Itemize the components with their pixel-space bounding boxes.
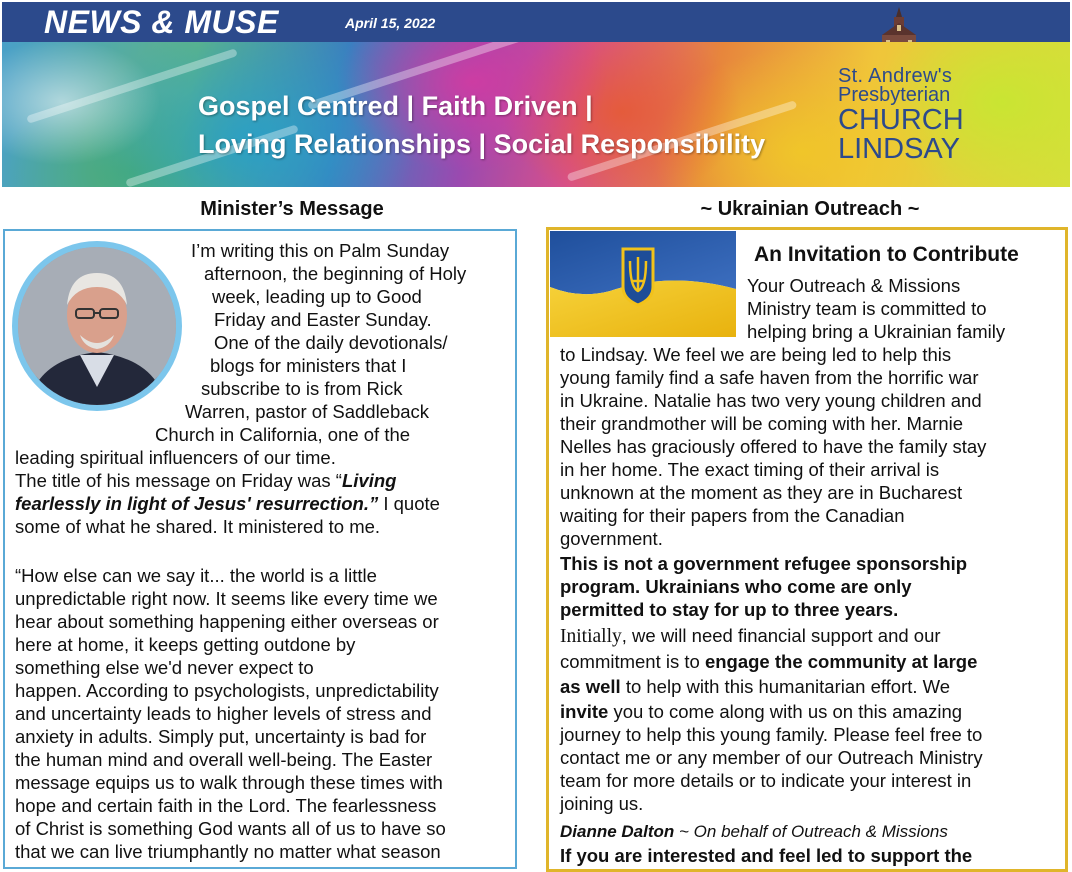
bold-notice-line: program. Ukrainians who come are only bbox=[560, 576, 912, 597]
title-suffix: I quote bbox=[378, 493, 440, 514]
quote-line: anxiety in adults. Simply put, uncertainty is bad for bbox=[15, 726, 427, 747]
body-line: unknown at the moment as they are in Bucharest bbox=[560, 482, 963, 503]
bold-notice-line: This is not a government refugee sponsorship bbox=[560, 553, 968, 574]
body-line: Nelles has graciously offered to have the family stay bbox=[560, 436, 987, 457]
wrap-line: One of the daily devotionals/ bbox=[214, 332, 448, 353]
invitation-title: An Invitation to Contribute bbox=[754, 243, 1019, 266]
closing-line: contact me or any member of our Outreach Ministry bbox=[560, 747, 983, 768]
commitment-line bbox=[560, 651, 977, 674]
wrap-line: Friday and Easter Sunday. bbox=[214, 309, 432, 330]
ministers-message-heading: Minister’s Message bbox=[200, 198, 384, 220]
as-well-rest: to help with this humanitarian effort. We bbox=[620, 676, 951, 697]
body-line: government. bbox=[560, 528, 663, 549]
slogan-line-2: Loving Relationships | Social Responsibility bbox=[198, 129, 766, 159]
church-name-line-3: CHURCH bbox=[838, 104, 964, 136]
as-well-line bbox=[560, 676, 950, 699]
body-line: in her home. The exact timing of their arrival is bbox=[560, 459, 940, 480]
wrap-line: Warren, pastor of Saddleback bbox=[185, 401, 430, 422]
church-logo bbox=[838, 66, 978, 164]
ukraine-flag-image bbox=[550, 231, 736, 337]
paragraph-line: some of what he shared. It ministered to me. bbox=[15, 516, 381, 537]
slogan-line-1: Gospel Centred | Faith Driven | bbox=[198, 91, 593, 121]
initially-rest: , we will need financial support and our bbox=[621, 625, 941, 646]
minister-portrait bbox=[12, 241, 182, 411]
message-title-line bbox=[15, 470, 396, 493]
title-italic: Living bbox=[341, 470, 397, 491]
wrap-line: subscribe to is from Rick bbox=[201, 378, 403, 399]
quote-line: of Christ is something God wants all of us to have so bbox=[15, 818, 446, 839]
issue-date: April 15, 2022 bbox=[345, 15, 436, 31]
quote-line: message equips us to walk through these times with bbox=[15, 772, 443, 793]
quote-line: hope and certain faith in the Lord. The fearlessness bbox=[15, 795, 437, 816]
body-line: young family find a safe haven from the horrific war bbox=[560, 367, 979, 388]
cutoff-line: If you are interested and feel led to support the bbox=[560, 845, 973, 866]
paragraph-line: leading spiritual influencers of our time. bbox=[15, 447, 336, 468]
quote-line: here at home, it keeps getting outdone by bbox=[15, 634, 356, 655]
closing-line: joining us. bbox=[560, 793, 644, 814]
body-line: their grandmother will be coming with her. Marnie bbox=[560, 413, 964, 434]
hero-banner bbox=[2, 42, 1070, 187]
ukrainian-outreach-heading: ~ Ukrainian Outreach ~ bbox=[700, 198, 920, 220]
quote-line: “How else can we say it... the world is a little bbox=[15, 565, 377, 586]
message-title-line bbox=[15, 493, 440, 516]
commit-prefix: commitment is to bbox=[560, 651, 705, 672]
newsletter-title: NEWS & MUSE bbox=[44, 4, 279, 40]
ministers-message-box bbox=[3, 229, 517, 869]
title-italic: fearlessly in light of Jesus' resurrection.” bbox=[15, 493, 379, 514]
person-photo-icon bbox=[18, 247, 176, 405]
wrap-line: I’m writing this on Palm Sunday bbox=[191, 240, 450, 261]
signature-line bbox=[560, 821, 948, 844]
as-well-bold: as well bbox=[560, 676, 621, 697]
initially-line bbox=[560, 625, 941, 649]
quote-line: unpredictable right now. It seems like every time we bbox=[15, 588, 438, 609]
wrap-line: Your Outreach & Missions bbox=[747, 275, 961, 296]
ukrainian-outreach-box bbox=[546, 227, 1068, 872]
invite-bold: invite bbox=[560, 701, 609, 722]
quote-line: that we can live triumphantly no matter what season bbox=[15, 841, 441, 862]
church-name-line-1: St. Andrew's bbox=[838, 65, 953, 87]
quote-line: happen. According to psychologists, unpredictability bbox=[15, 680, 439, 701]
church-name-line-4: LINDSAY bbox=[838, 133, 960, 165]
wrap-line: afternoon, the beginning of Holy bbox=[204, 263, 467, 284]
signature-rest: ~ On behalf of Outreach & Missions bbox=[674, 822, 948, 841]
wrap-line: Ministry team is committed to bbox=[747, 298, 987, 319]
closing-line: team for more details or to indicate your interest in bbox=[560, 770, 972, 791]
invite-line bbox=[560, 701, 962, 724]
body-line: in Ukraine. Natalie has two very young children and bbox=[560, 390, 982, 411]
bold-notice-line: permitted to stay for up to three years. bbox=[560, 599, 899, 620]
ukraine-flag-icon bbox=[550, 231, 736, 337]
title-prefix: The title of his message on Friday was “ bbox=[15, 470, 342, 491]
signature-name: Dianne Dalton bbox=[560, 822, 675, 841]
wrap-line: blogs for ministers that I bbox=[210, 355, 407, 376]
initially-word: Initially bbox=[560, 626, 622, 647]
invite-rest: you to come along with us on this amazing bbox=[608, 701, 963, 722]
wrap-line: helping bring a Ukrainian family bbox=[747, 321, 1006, 342]
quote-line: hear about something happening either overseas or bbox=[15, 611, 439, 632]
body-line: to Lindsay. We feel we are being led to help this bbox=[560, 344, 952, 365]
closing-line: journey to help this young family. Please feel free to bbox=[560, 724, 983, 745]
wrap-line: week, leading up to Good bbox=[212, 286, 422, 307]
quote-line: something else we'd never expect to bbox=[15, 657, 314, 678]
wrap-line: Church in California, one of the bbox=[155, 424, 411, 445]
commit-bold: engage the community at large bbox=[704, 651, 978, 672]
body-line: waiting for their papers from the Canadian bbox=[560, 505, 905, 526]
quote-line: the human mind and overall well-being. The Easter bbox=[15, 749, 433, 770]
quote-line: and uncertainty leads to higher levels of stress and bbox=[15, 703, 432, 724]
church-name-line-2: Presbyterian bbox=[838, 84, 951, 106]
